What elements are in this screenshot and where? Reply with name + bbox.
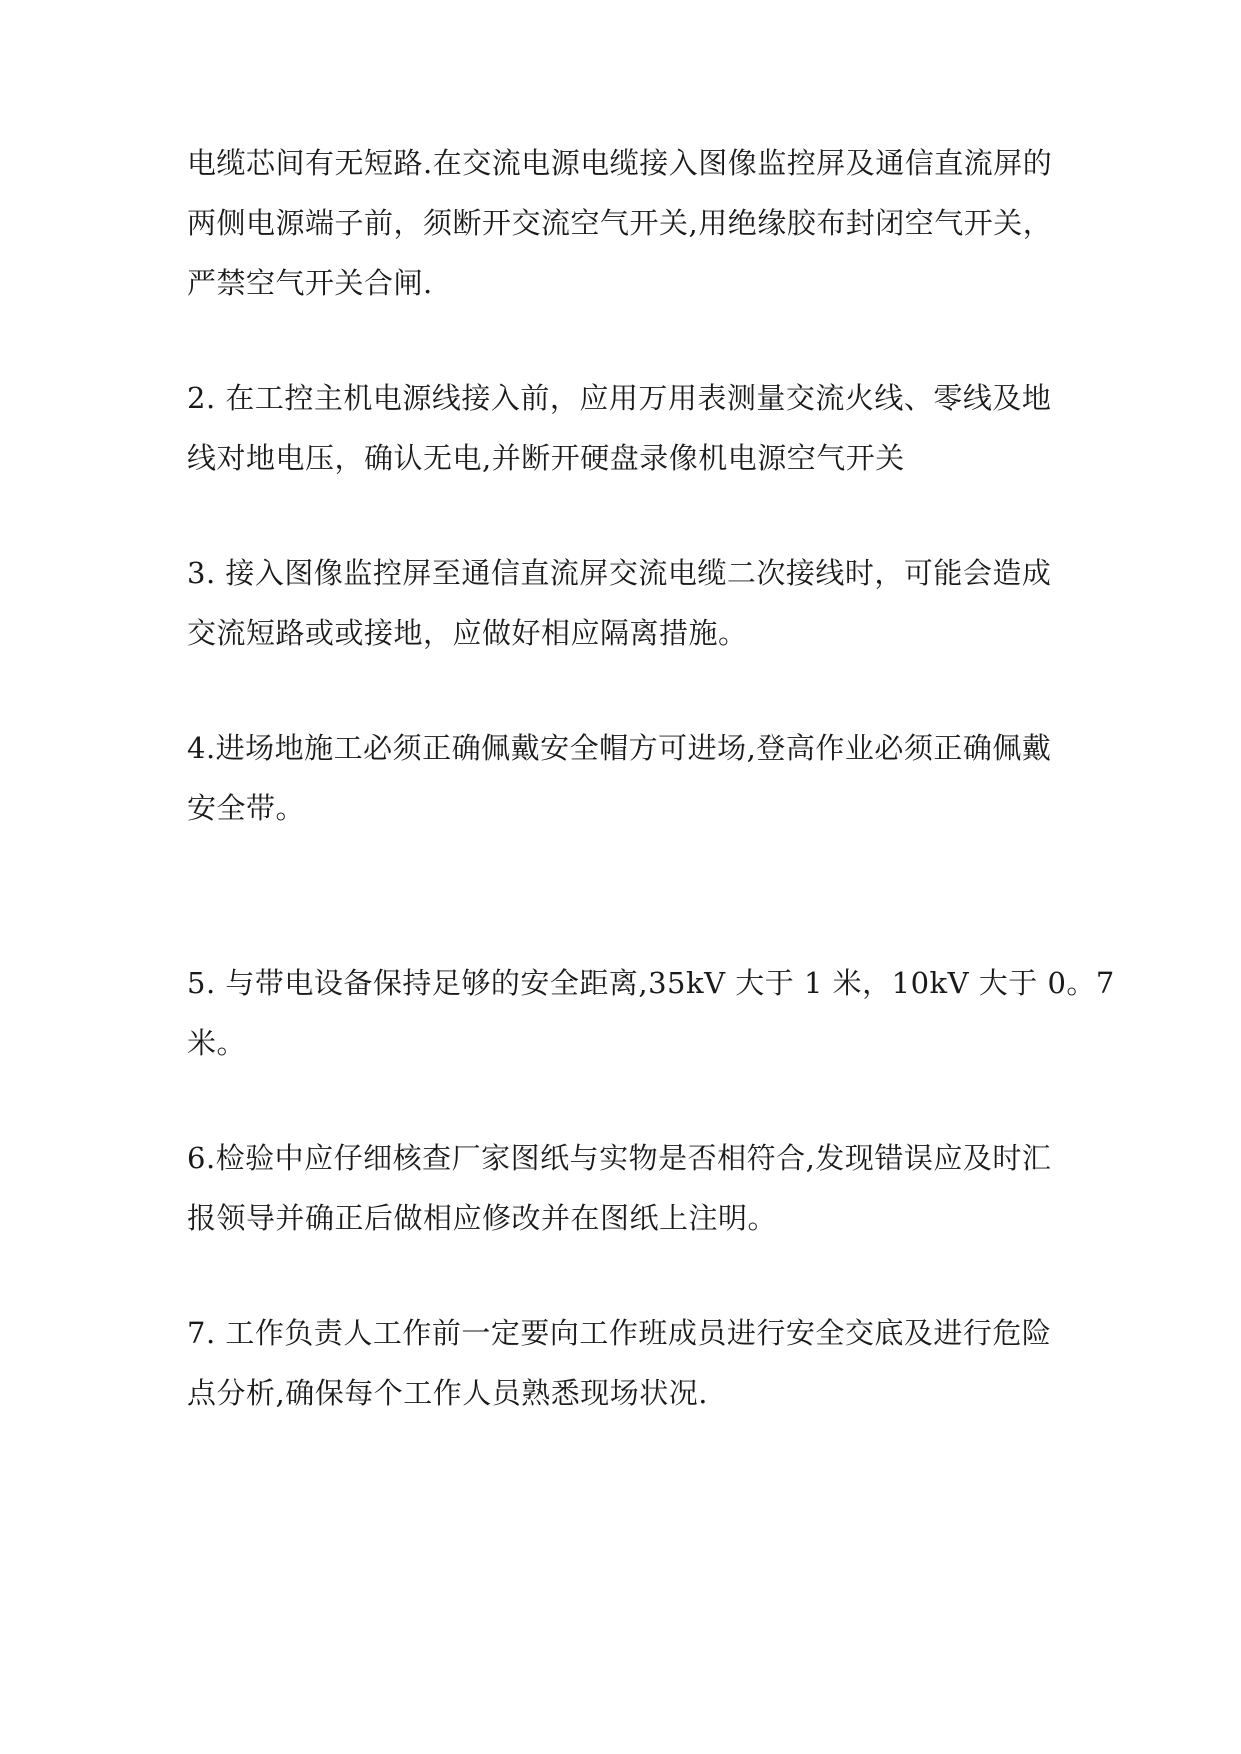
item-3-line-2: 交流短路或或接地，应做好相应隔离措施。 xyxy=(187,616,748,650)
item-3-line-1: 3. 接入图像监控屏至通信直流屏交流电缆二次接线时，可能会造成 xyxy=(187,556,1052,590)
item-6-line-2: 报领导并确正后做相应修改并在图纸上注明。 xyxy=(187,1201,778,1235)
item-4-line-1: 4.进场地施工必须正确佩戴安全帽方可进场,登高作业必须正确佩戴 xyxy=(187,731,1052,765)
item-2-line-2: 线对地电压，确认无电,并断开硬盘录像机电源空气开关 xyxy=(187,441,905,475)
item-7-line-1: 7. 工作负责人工作前一定要向工作班成员进行安全交底及进行危险 xyxy=(187,1316,1052,1350)
paragraph-1-line-1: 电缆芯间有无短路.在交流电源电缆接入图像监控屏及通信直流屏的 xyxy=(187,146,1053,180)
item-5-line-2: 米。 xyxy=(187,1026,247,1060)
item-7-line-2: 点分析,确保每个工作人员熟悉现场状况. xyxy=(187,1376,708,1410)
item-2-line-1: 2. 在工控主机电源线接入前，应用万用表测量交流火线、零线及地 xyxy=(187,381,1052,415)
item-6-line-1: 6.检验中应仔细核查厂家图纸与实物是否相符合,发现错误应及时汇 xyxy=(187,1141,1052,1175)
item-4-line-2: 安全带。 xyxy=(187,791,306,825)
paragraph-1-line-3: 严禁空气开关合闸. xyxy=(187,266,433,300)
item-5-line-1: 5. 与带电设备保持足够的安全距离,35kV 大于 1 米，10kV 大于 0。7 xyxy=(187,966,1115,1000)
paragraph-1-line-2: 两侧电源端子前，须断开交流空气开关,用绝缘胶布封闭空气开关， xyxy=(187,206,1053,240)
